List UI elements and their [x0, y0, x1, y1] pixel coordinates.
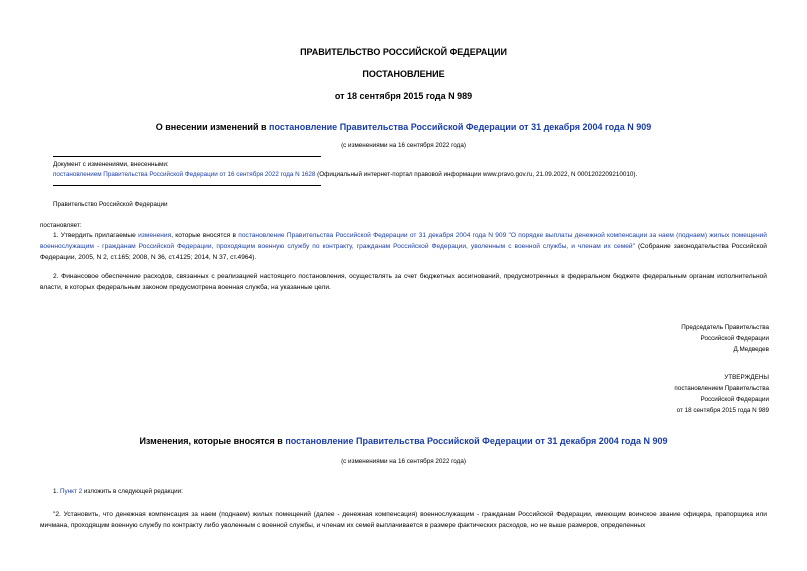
- title-prefix: О внесении изменений в: [155, 122, 270, 132]
- signature-title-2: Российской Федерации: [700, 335, 769, 342]
- approval-line-4: от 18 сентября 2015 года N 989: [676, 407, 769, 414]
- approval-line-1: УТВЕРЖДЕНЫ: [724, 374, 769, 381]
- item1-link[interactable]: Пункт 2: [60, 488, 83, 495]
- approval-line-2: постановлением Правительства: [674, 385, 769, 392]
- paragraph-1: [40, 230, 767, 263]
- document-title: [0, 122, 807, 132]
- amendments-top-rule: [53, 156, 321, 157]
- quoted-paragraph: "2. Установить, что денежная компенсация за наем (поднаем) жилых помещений (далее - денежная компенсация) военнослужащим - гражданам Российской Федерации, имеющим воинское звание офицера, прапорщика или мичмана, проходящим военную службу по контракту либо уволенным с военной службы, и членам их семей выплачивается в размере фактических расходов, но не выше размеров, определенных: [40, 511, 767, 529]
- amendments-bottom-rule: [53, 185, 321, 186]
- change-item-1: [53, 488, 183, 495]
- document-date: от 18 сентября 2015 года N 989: [334, 91, 473, 101]
- approval-line-3: Российской Федерации: [700, 396, 769, 403]
- issuer: Правительство Российской Федерации: [53, 201, 168, 208]
- p1-resolution-link[interactable]: постановление Правительства Российской Федерации от 31 декабря 2004 года N 909 "О порядке выплаты денежной компенсации за наем (поднаем) жилых помещений военнослужащим - гражданам Российской Федерации, проходящим военную службу по контракту, гражданам Российской Федерации, уволенным с военной службы, и членам их семей": [40, 232, 767, 250]
- title-revision-note: (с изменениями на 16 сентября 2022 года): [341, 142, 466, 149]
- changes-title-prefix: Изменения, которые вносятся в: [139, 436, 286, 446]
- government-heading: ПРАВИТЕЛЬСТВО РОССИЙСКОЙ ФЕДЕРАЦИИ: [300, 47, 507, 57]
- p1-middle: , которые вносятся в: [171, 232, 239, 239]
- title-link[interactable]: постановление Правительства Российской Федерации от 31 декабря 2004 года N 909: [269, 122, 652, 132]
- amendment-source: (Официальный интернет-портал правовой информации www.pravo.gov.ru, 21.09.2022, N 0001202209210010).: [315, 171, 638, 178]
- changes-title-link[interactable]: постановление Правительства Российской Федерации от 31 декабря 2004 года N 909: [285, 436, 668, 446]
- changes-revision-note: (с изменениями на 16 сентября 2022 года): [341, 458, 466, 465]
- amendments-label: Документ с изменениями, внесенными:: [53, 161, 169, 168]
- paragraph-2: 2. Финансовое обеспечение расходов, связанных с реализацией настоящего постановления, осуществлять за счет бюджетных ассигнований, предусмотренных в федеральном бюджете федеральным органам исполнительной власти, в которых федеральным законом предусмотрена военная служба, на указанные цели.: [40, 273, 767, 291]
- signature-name: Д.Медведев: [733, 346, 769, 353]
- amendments-entry: [53, 171, 637, 178]
- item1-rest: изложить в следующей редакции:: [82, 488, 183, 495]
- amendment-link[interactable]: постановлением Правительства Российской Федерации от 16 сентября 2022 года N 1628: [53, 171, 316, 178]
- p1-changes-link[interactable]: изменения: [138, 232, 172, 239]
- p1-end: (Собрание законодательства Российской Федерации, 2005, N 2, ст.165; 2008, N 36, ст.4125; 2014, N 37, ст.4964).: [40, 243, 767, 261]
- p1-start: 1. Утвердить прилагаемые: [53, 232, 139, 239]
- signature-title-1: Председатель Правительства: [681, 324, 769, 331]
- changes-title: [0, 436, 807, 446]
- item1-number: 1.: [53, 488, 61, 495]
- document-type: ПОСТАНОВЛЕНИЕ: [362, 69, 445, 79]
- resolves: постановляет:: [40, 222, 82, 229]
